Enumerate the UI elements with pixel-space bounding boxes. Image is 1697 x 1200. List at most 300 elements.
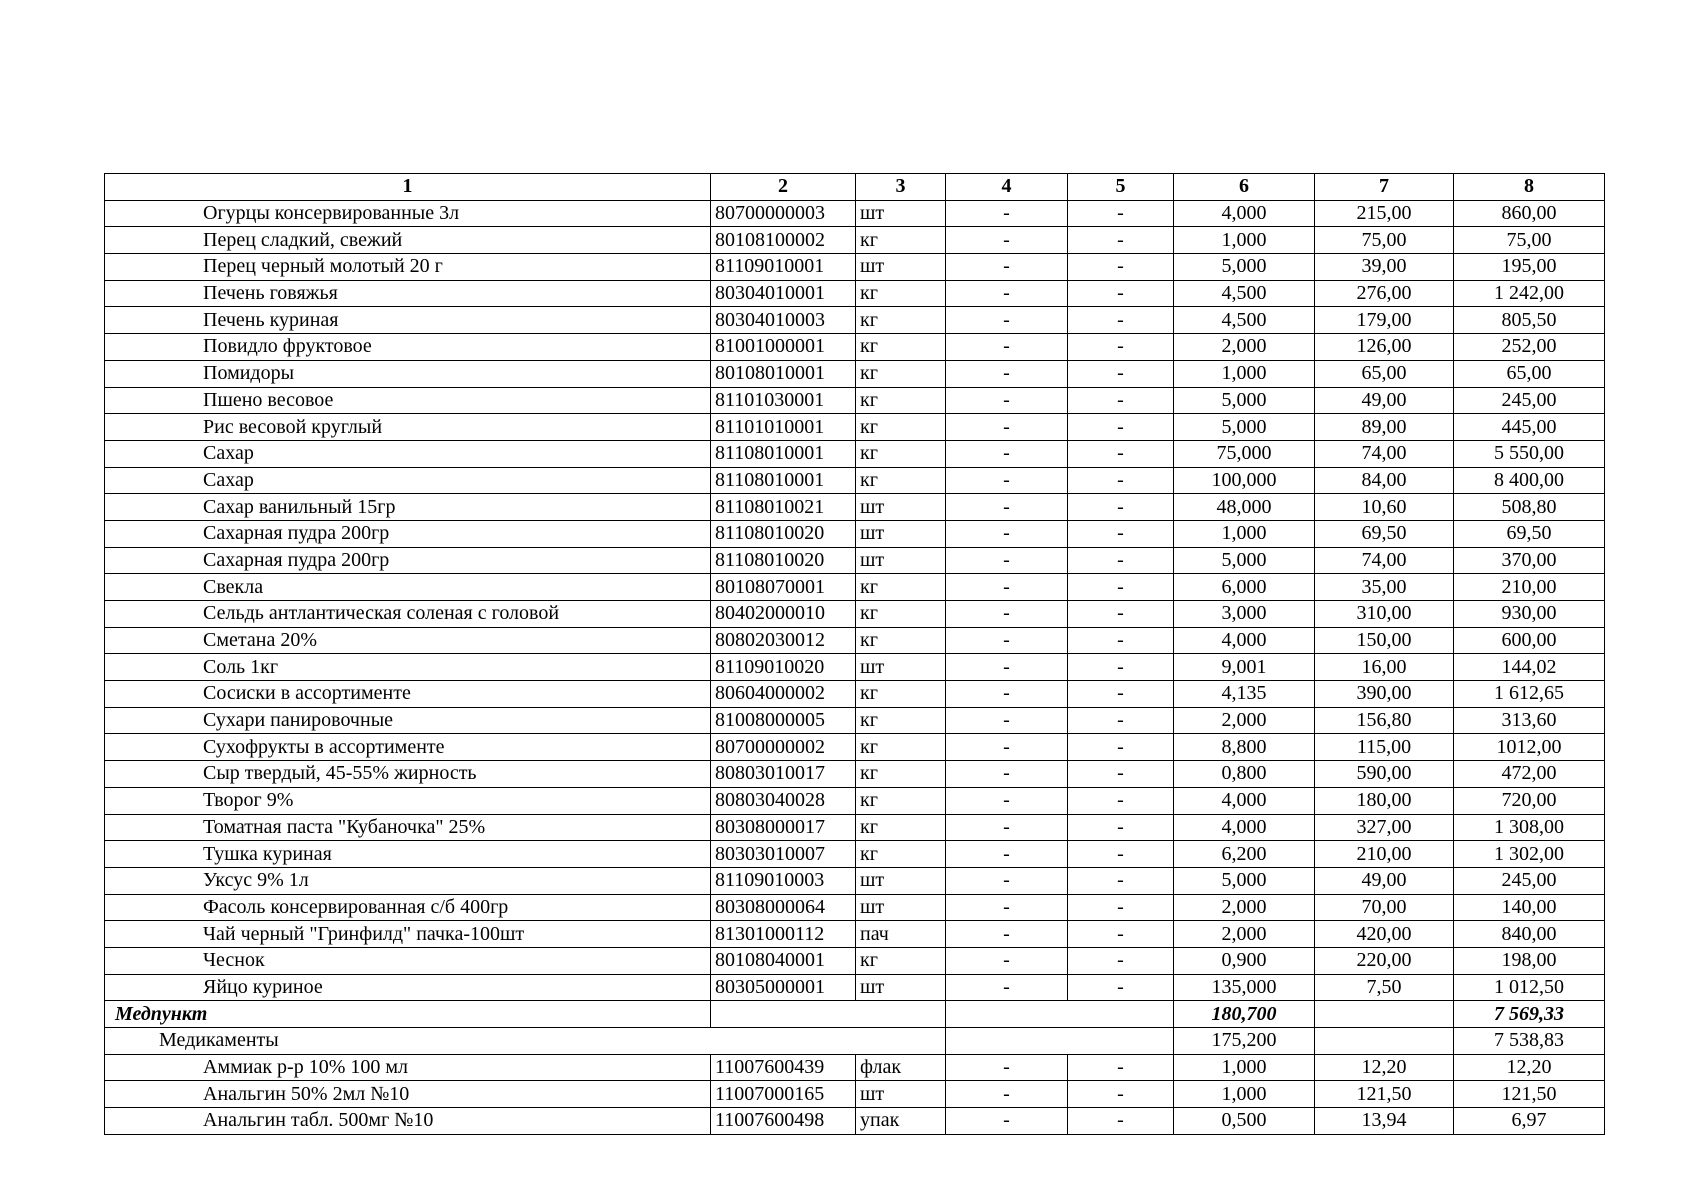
sum-cell: 65,00 xyxy=(1454,360,1605,387)
price-cell: 590,00 xyxy=(1315,761,1454,788)
item-name-cell: Аммиак р-р 10% 100 мл xyxy=(105,1054,711,1081)
price-cell: 65,00 xyxy=(1315,360,1454,387)
price-cell: 115,00 xyxy=(1315,734,1454,761)
col5-cell: - xyxy=(1068,627,1174,654)
price-cell: 210,00 xyxy=(1315,841,1454,868)
price-cell: 276,00 xyxy=(1315,280,1454,307)
unit-cell: кг xyxy=(856,387,946,414)
price-cell: 16,00 xyxy=(1315,654,1454,681)
price-cell: 89,00 xyxy=(1315,414,1454,441)
quantity-cell: 6,000 xyxy=(1174,574,1315,601)
quantity-cell: 2,000 xyxy=(1174,894,1315,921)
quantity-cell: 5,000 xyxy=(1174,867,1315,894)
sum-cell: 508,80 xyxy=(1454,494,1605,521)
column-header: 5 xyxy=(1068,174,1174,201)
col5-cell: - xyxy=(1068,307,1174,334)
quantity-cell: 0,900 xyxy=(1174,947,1315,974)
empty-cell xyxy=(711,1001,946,1028)
col4-cell: - xyxy=(946,360,1068,387)
col5-cell: - xyxy=(1068,1081,1174,1108)
table-row xyxy=(105,200,1605,227)
unit-cell: кг xyxy=(856,761,946,788)
col4-cell: - xyxy=(946,467,1068,494)
table-row xyxy=(105,787,1605,814)
quantity-cell: 4,000 xyxy=(1174,814,1315,841)
col5-cell: - xyxy=(1068,414,1174,441)
unit-cell: упак xyxy=(856,1108,946,1135)
sum-cell: 1012,00 xyxy=(1454,734,1605,761)
item-code-cell: 81108010021 xyxy=(711,494,856,521)
col4-cell: - xyxy=(946,814,1068,841)
col4-cell: - xyxy=(946,894,1068,921)
item-name-cell: Творог 9% xyxy=(105,787,711,814)
col5-cell: - xyxy=(1068,1108,1174,1135)
unit-cell: кг xyxy=(856,227,946,254)
table-row xyxy=(105,414,1605,441)
quantity-cell: 2,000 xyxy=(1174,921,1315,948)
col4-cell: - xyxy=(946,974,1068,1001)
item-name-cell: Сыр твердый, 45-55% жирность xyxy=(105,761,711,788)
item-code-cell: 80108100002 xyxy=(711,227,856,254)
col5-cell: - xyxy=(1068,574,1174,601)
col4-cell: - xyxy=(946,601,1068,628)
unit-cell: кг xyxy=(856,414,946,441)
table-row xyxy=(105,974,1605,1001)
quantity-cell: 4,000 xyxy=(1174,787,1315,814)
unit-cell: кг xyxy=(856,280,946,307)
col4-cell: - xyxy=(946,254,1068,281)
item-code-cell: 80304010001 xyxy=(711,280,856,307)
unit-cell: кг xyxy=(856,360,946,387)
quantity-cell: 9,001 xyxy=(1174,654,1315,681)
quantity-cell: 135,000 xyxy=(1174,974,1315,1001)
col4-cell: - xyxy=(946,280,1068,307)
item-code-cell: 81108010001 xyxy=(711,467,856,494)
item-code-cell: 80802030012 xyxy=(711,627,856,654)
subgroup-row xyxy=(105,1028,1605,1055)
item-name-cell: Сахар ванильный 15гр xyxy=(105,494,711,521)
table-row xyxy=(105,601,1605,628)
price-cell: 156,80 xyxy=(1315,707,1454,734)
table-row xyxy=(105,627,1605,654)
price-cell: 420,00 xyxy=(1315,921,1454,948)
item-name-cell: Анальгин табл. 500мг №10 xyxy=(105,1108,711,1135)
item-name-cell: Свекла xyxy=(105,574,711,601)
col5-cell: - xyxy=(1068,894,1174,921)
col4-cell: - xyxy=(946,681,1068,708)
item-name-cell: Помидоры xyxy=(105,360,711,387)
col5-cell: - xyxy=(1068,547,1174,574)
price-cell: 13,94 xyxy=(1315,1108,1454,1135)
item-name-cell: Печень говяжья xyxy=(105,280,711,307)
sum-cell: 5 550,00 xyxy=(1454,440,1605,467)
table-row xyxy=(105,867,1605,894)
item-code-cell: 80305000001 xyxy=(711,974,856,1001)
table-row xyxy=(105,947,1605,974)
item-name-cell: Повидло фруктовое xyxy=(105,334,711,361)
quantity-cell: 5,000 xyxy=(1174,254,1315,281)
sum-cell: 445,00 xyxy=(1454,414,1605,441)
item-name-cell: Сосиски в ассортименте xyxy=(105,681,711,708)
col4-cell: - xyxy=(946,761,1068,788)
unit-cell: шт xyxy=(856,974,946,1001)
quantity-cell: 5,000 xyxy=(1174,387,1315,414)
col4-cell: - xyxy=(946,627,1068,654)
unit-cell: шт xyxy=(856,1081,946,1108)
quantity-cell: 4,500 xyxy=(1174,280,1315,307)
column-header: 4 xyxy=(946,174,1068,201)
col4-cell: - xyxy=(946,227,1068,254)
col5-cell: - xyxy=(1068,974,1174,1001)
price-cell: 215,00 xyxy=(1315,200,1454,227)
unit-cell: шт xyxy=(856,894,946,921)
col5-cell: - xyxy=(1068,280,1174,307)
col5-cell: - xyxy=(1068,921,1174,948)
table-body xyxy=(105,174,1605,1135)
price-cell: 121,50 xyxy=(1315,1081,1454,1108)
subgroup-row-quantity: 175,200 xyxy=(1174,1028,1315,1055)
col4-cell: - xyxy=(946,520,1068,547)
item-name-cell: Уксус 9% 1л xyxy=(105,867,711,894)
quantity-cell: 1,000 xyxy=(1174,520,1315,547)
sum-cell: 805,50 xyxy=(1454,307,1605,334)
quantity-cell: 4,000 xyxy=(1174,200,1315,227)
item-code-cell: 80304010003 xyxy=(711,307,856,334)
subgroup-row-sum: 7 538,83 xyxy=(1454,1028,1605,1055)
item-name-cell: Сахарная пудра 200гр xyxy=(105,547,711,574)
table-row xyxy=(105,841,1605,868)
sum-cell: 245,00 xyxy=(1454,387,1605,414)
sum-cell: 370,00 xyxy=(1454,547,1605,574)
item-name-cell: Печень куриная xyxy=(105,307,711,334)
col5-cell: - xyxy=(1068,761,1174,788)
price-cell: 69,50 xyxy=(1315,520,1454,547)
col4-cell: - xyxy=(946,1054,1068,1081)
price-cell: 35,00 xyxy=(1315,574,1454,601)
table-row xyxy=(105,894,1605,921)
table-row xyxy=(105,467,1605,494)
empty-cell xyxy=(946,1001,1174,1028)
quantity-cell: 4,135 xyxy=(1174,681,1315,708)
price-cell: 7,50 xyxy=(1315,974,1454,1001)
col4-cell: - xyxy=(946,334,1068,361)
quantity-cell: 1,000 xyxy=(1174,227,1315,254)
sum-cell: 1 302,00 xyxy=(1454,841,1605,868)
unit-cell: флак xyxy=(856,1054,946,1081)
col5-cell: - xyxy=(1068,681,1174,708)
col5-cell: - xyxy=(1068,254,1174,281)
item-name-cell: Фасоль консервированная с/б 400гр xyxy=(105,894,711,921)
price-cell: 84,00 xyxy=(1315,467,1454,494)
item-code-cell: 81108010020 xyxy=(711,520,856,547)
price-cell: 390,00 xyxy=(1315,681,1454,708)
item-name-cell: Рис весовой круглый xyxy=(105,414,711,441)
col4-cell: - xyxy=(946,200,1068,227)
item-code-cell: 80803010017 xyxy=(711,761,856,788)
unit-cell: шт xyxy=(856,254,946,281)
unit-cell: кг xyxy=(856,681,946,708)
col5-cell: - xyxy=(1068,707,1174,734)
column-header: 7 xyxy=(1315,174,1454,201)
sum-cell: 313,60 xyxy=(1454,707,1605,734)
item-name-cell: Сахар xyxy=(105,467,711,494)
price-cell: 179,00 xyxy=(1315,307,1454,334)
sum-cell: 1 612,65 xyxy=(1454,681,1605,708)
group-row-name: Медпункт xyxy=(105,1001,711,1028)
unit-cell: кг xyxy=(856,574,946,601)
col4-cell: - xyxy=(946,1108,1068,1135)
unit-cell: шт xyxy=(856,520,946,547)
col4-cell: - xyxy=(946,387,1068,414)
table-row xyxy=(105,814,1605,841)
table-row xyxy=(105,654,1605,681)
item-code-cell: 80308000017 xyxy=(711,814,856,841)
item-name-cell: Сахарная пудра 200гр xyxy=(105,520,711,547)
sum-cell: 144,02 xyxy=(1454,654,1605,681)
col4-cell: - xyxy=(946,547,1068,574)
item-code-cell: 80108010001 xyxy=(711,360,856,387)
quantity-cell: 100,000 xyxy=(1174,467,1315,494)
col4-cell: - xyxy=(946,734,1068,761)
group-row-sum: 7 569,33 xyxy=(1454,1001,1605,1028)
item-code-cell: 81108010020 xyxy=(711,547,856,574)
col5-cell: - xyxy=(1068,467,1174,494)
item-name-cell: Сухари панировочные xyxy=(105,707,711,734)
col4-cell: - xyxy=(946,841,1068,868)
sum-cell: 840,00 xyxy=(1454,921,1605,948)
unit-cell: шт xyxy=(856,200,946,227)
price-cell: 74,00 xyxy=(1315,547,1454,574)
sum-cell: 600,00 xyxy=(1454,627,1605,654)
header-row xyxy=(105,174,1605,201)
col4-cell: - xyxy=(946,414,1068,441)
col5-cell: - xyxy=(1068,601,1174,628)
sum-cell: 860,00 xyxy=(1454,200,1605,227)
item-name-cell: Тушка куриная xyxy=(105,841,711,868)
table-row xyxy=(105,360,1605,387)
col4-cell: - xyxy=(946,867,1068,894)
price-cell: 75,00 xyxy=(1315,227,1454,254)
item-code-cell: 11007600439 xyxy=(711,1054,856,1081)
item-code-cell: 81301000112 xyxy=(711,921,856,948)
table-row xyxy=(105,1108,1605,1135)
sum-cell: 140,00 xyxy=(1454,894,1605,921)
item-code-cell: 81109010001 xyxy=(711,254,856,281)
sum-cell: 1 012,50 xyxy=(1454,974,1605,1001)
quantity-cell: 48,000 xyxy=(1174,494,1315,521)
price-cell: 12,20 xyxy=(1315,1054,1454,1081)
item-code-cell: 81001000001 xyxy=(711,334,856,361)
item-name-cell: Анальгин 50% 2мл №10 xyxy=(105,1081,711,1108)
item-code-cell: 81101010001 xyxy=(711,414,856,441)
empty-cell xyxy=(946,1028,1174,1055)
sum-cell: 1 308,00 xyxy=(1454,814,1605,841)
sum-cell: 198,00 xyxy=(1454,947,1605,974)
unit-cell: шт xyxy=(856,494,946,521)
item-name-cell: Сельдь антлантическая соленая с головой xyxy=(105,601,711,628)
item-name-cell: Пшено весовое xyxy=(105,387,711,414)
col5-cell: - xyxy=(1068,334,1174,361)
col4-cell: - xyxy=(946,947,1068,974)
table-row xyxy=(105,334,1605,361)
sum-cell: 472,00 xyxy=(1454,761,1605,788)
group-row-quantity: 180,700 xyxy=(1174,1001,1315,1028)
price-cell: 39,00 xyxy=(1315,254,1454,281)
price-cell: 74,00 xyxy=(1315,440,1454,467)
table-row xyxy=(105,761,1605,788)
quantity-cell: 2,000 xyxy=(1174,707,1315,734)
item-name-cell: Чеснок xyxy=(105,947,711,974)
col4-cell: - xyxy=(946,494,1068,521)
table-row xyxy=(105,1081,1605,1108)
col4-cell: - xyxy=(946,654,1068,681)
price-cell: 150,00 xyxy=(1315,627,1454,654)
table-row xyxy=(105,574,1605,601)
table-row xyxy=(105,280,1605,307)
col5-cell: - xyxy=(1068,1054,1174,1081)
quantity-cell: 0,500 xyxy=(1174,1108,1315,1135)
sum-cell: 930,00 xyxy=(1454,601,1605,628)
col5-cell: - xyxy=(1068,494,1174,521)
unit-cell: кг xyxy=(856,307,946,334)
unit-cell: кг xyxy=(856,467,946,494)
sum-cell: 75,00 xyxy=(1454,227,1605,254)
item-code-cell: 81108010001 xyxy=(711,440,856,467)
item-code-cell: 80108040001 xyxy=(711,947,856,974)
table-row xyxy=(105,387,1605,414)
unit-cell: кг xyxy=(856,841,946,868)
price-cell: 70,00 xyxy=(1315,894,1454,921)
item-code-cell: 81008000005 xyxy=(711,707,856,734)
sum-cell: 245,00 xyxy=(1454,867,1605,894)
sum-cell: 69,50 xyxy=(1454,520,1605,547)
price-cell: 49,00 xyxy=(1315,387,1454,414)
quantity-cell: 6,200 xyxy=(1174,841,1315,868)
unit-cell: кг xyxy=(856,947,946,974)
col5-cell: - xyxy=(1068,227,1174,254)
sum-cell: 6,97 xyxy=(1454,1108,1605,1135)
unit-cell: пач xyxy=(856,921,946,948)
quantity-cell: 0,800 xyxy=(1174,761,1315,788)
table-row xyxy=(105,440,1605,467)
sum-cell: 121,50 xyxy=(1454,1081,1605,1108)
column-header: 2 xyxy=(711,174,856,201)
col5-cell: - xyxy=(1068,440,1174,467)
col5-cell: - xyxy=(1068,387,1174,414)
item-name-cell: Сахар xyxy=(105,440,711,467)
quantity-cell: 4,500 xyxy=(1174,307,1315,334)
item-name-cell: Перец сладкий, свежий xyxy=(105,227,711,254)
item-code-cell: 80700000003 xyxy=(711,200,856,227)
unit-cell: шт xyxy=(856,547,946,574)
price-cell: 126,00 xyxy=(1315,334,1454,361)
item-code-cell: 80402000010 xyxy=(711,601,856,628)
item-name-cell: Сметана 20% xyxy=(105,627,711,654)
col4-cell: - xyxy=(946,1081,1068,1108)
col5-cell: - xyxy=(1068,520,1174,547)
sum-cell: 210,00 xyxy=(1454,574,1605,601)
quantity-cell: 1,000 xyxy=(1174,360,1315,387)
price-cell: 180,00 xyxy=(1315,787,1454,814)
quantity-cell: 1,000 xyxy=(1174,1054,1315,1081)
item-code-cell: 11007600498 xyxy=(711,1108,856,1135)
inventory-table xyxy=(104,173,1605,1135)
table-row xyxy=(105,921,1605,948)
table-row xyxy=(105,1054,1605,1081)
table-row xyxy=(105,707,1605,734)
unit-cell: кг xyxy=(856,601,946,628)
quantity-cell: 3,000 xyxy=(1174,601,1315,628)
group-row xyxy=(105,1001,1605,1028)
col5-cell: - xyxy=(1068,360,1174,387)
unit-cell: кг xyxy=(856,734,946,761)
col5-cell: - xyxy=(1068,814,1174,841)
unit-cell: кг xyxy=(856,440,946,467)
item-code-cell: 80308000064 xyxy=(711,894,856,921)
item-code-cell: 80803040028 xyxy=(711,787,856,814)
quantity-cell: 4,000 xyxy=(1174,627,1315,654)
col4-cell: - xyxy=(946,440,1068,467)
sum-cell: 252,00 xyxy=(1454,334,1605,361)
table-row xyxy=(105,494,1605,521)
item-code-cell: 81109010020 xyxy=(711,654,856,681)
item-name-cell: Сухофрукты в ассортименте xyxy=(105,734,711,761)
subgroup-row-name: Медикаменты xyxy=(105,1028,946,1055)
col4-cell: - xyxy=(946,307,1068,334)
quantity-cell: 8,800 xyxy=(1174,734,1315,761)
unit-cell: кг xyxy=(856,787,946,814)
sum-cell: 195,00 xyxy=(1454,254,1605,281)
column-header: 6 xyxy=(1174,174,1315,201)
quantity-cell: 1,000 xyxy=(1174,1081,1315,1108)
price-cell: 220,00 xyxy=(1315,947,1454,974)
table-row xyxy=(105,520,1605,547)
col5-cell: - xyxy=(1068,867,1174,894)
item-name-cell: Яйцо куриное xyxy=(105,974,711,1001)
unit-cell: шт xyxy=(856,867,946,894)
sum-cell: 8 400,00 xyxy=(1454,467,1605,494)
quantity-cell: 2,000 xyxy=(1174,334,1315,361)
table-row xyxy=(105,307,1605,334)
price-cell: 327,00 xyxy=(1315,814,1454,841)
col4-cell: - xyxy=(946,707,1068,734)
col5-cell: - xyxy=(1068,947,1174,974)
col5-cell: - xyxy=(1068,654,1174,681)
item-code-cell: 80604000002 xyxy=(711,681,856,708)
column-header: 8 xyxy=(1454,174,1605,201)
col4-cell: - xyxy=(946,574,1068,601)
item-name-cell: Томатная паста "Кубаночка" 25% xyxy=(105,814,711,841)
table-row xyxy=(105,254,1605,281)
col5-cell: - xyxy=(1068,841,1174,868)
col5-cell: - xyxy=(1068,787,1174,814)
col4-cell: - xyxy=(946,921,1068,948)
col5-cell: - xyxy=(1068,200,1174,227)
unit-cell: кг xyxy=(856,707,946,734)
col5-cell: - xyxy=(1068,734,1174,761)
price-cell: 310,00 xyxy=(1315,601,1454,628)
unit-cell: кг xyxy=(856,814,946,841)
column-header: 1 xyxy=(105,174,711,201)
quantity-cell: 5,000 xyxy=(1174,547,1315,574)
quantity-cell: 5,000 xyxy=(1174,414,1315,441)
quantity-cell: 75,000 xyxy=(1174,440,1315,467)
table-row xyxy=(105,734,1605,761)
empty-cell xyxy=(1315,1028,1454,1055)
item-name-cell: Перец черный молотый 20 г xyxy=(105,254,711,281)
table-row xyxy=(105,681,1605,708)
item-name-cell: Огурцы консервированные 3л xyxy=(105,200,711,227)
